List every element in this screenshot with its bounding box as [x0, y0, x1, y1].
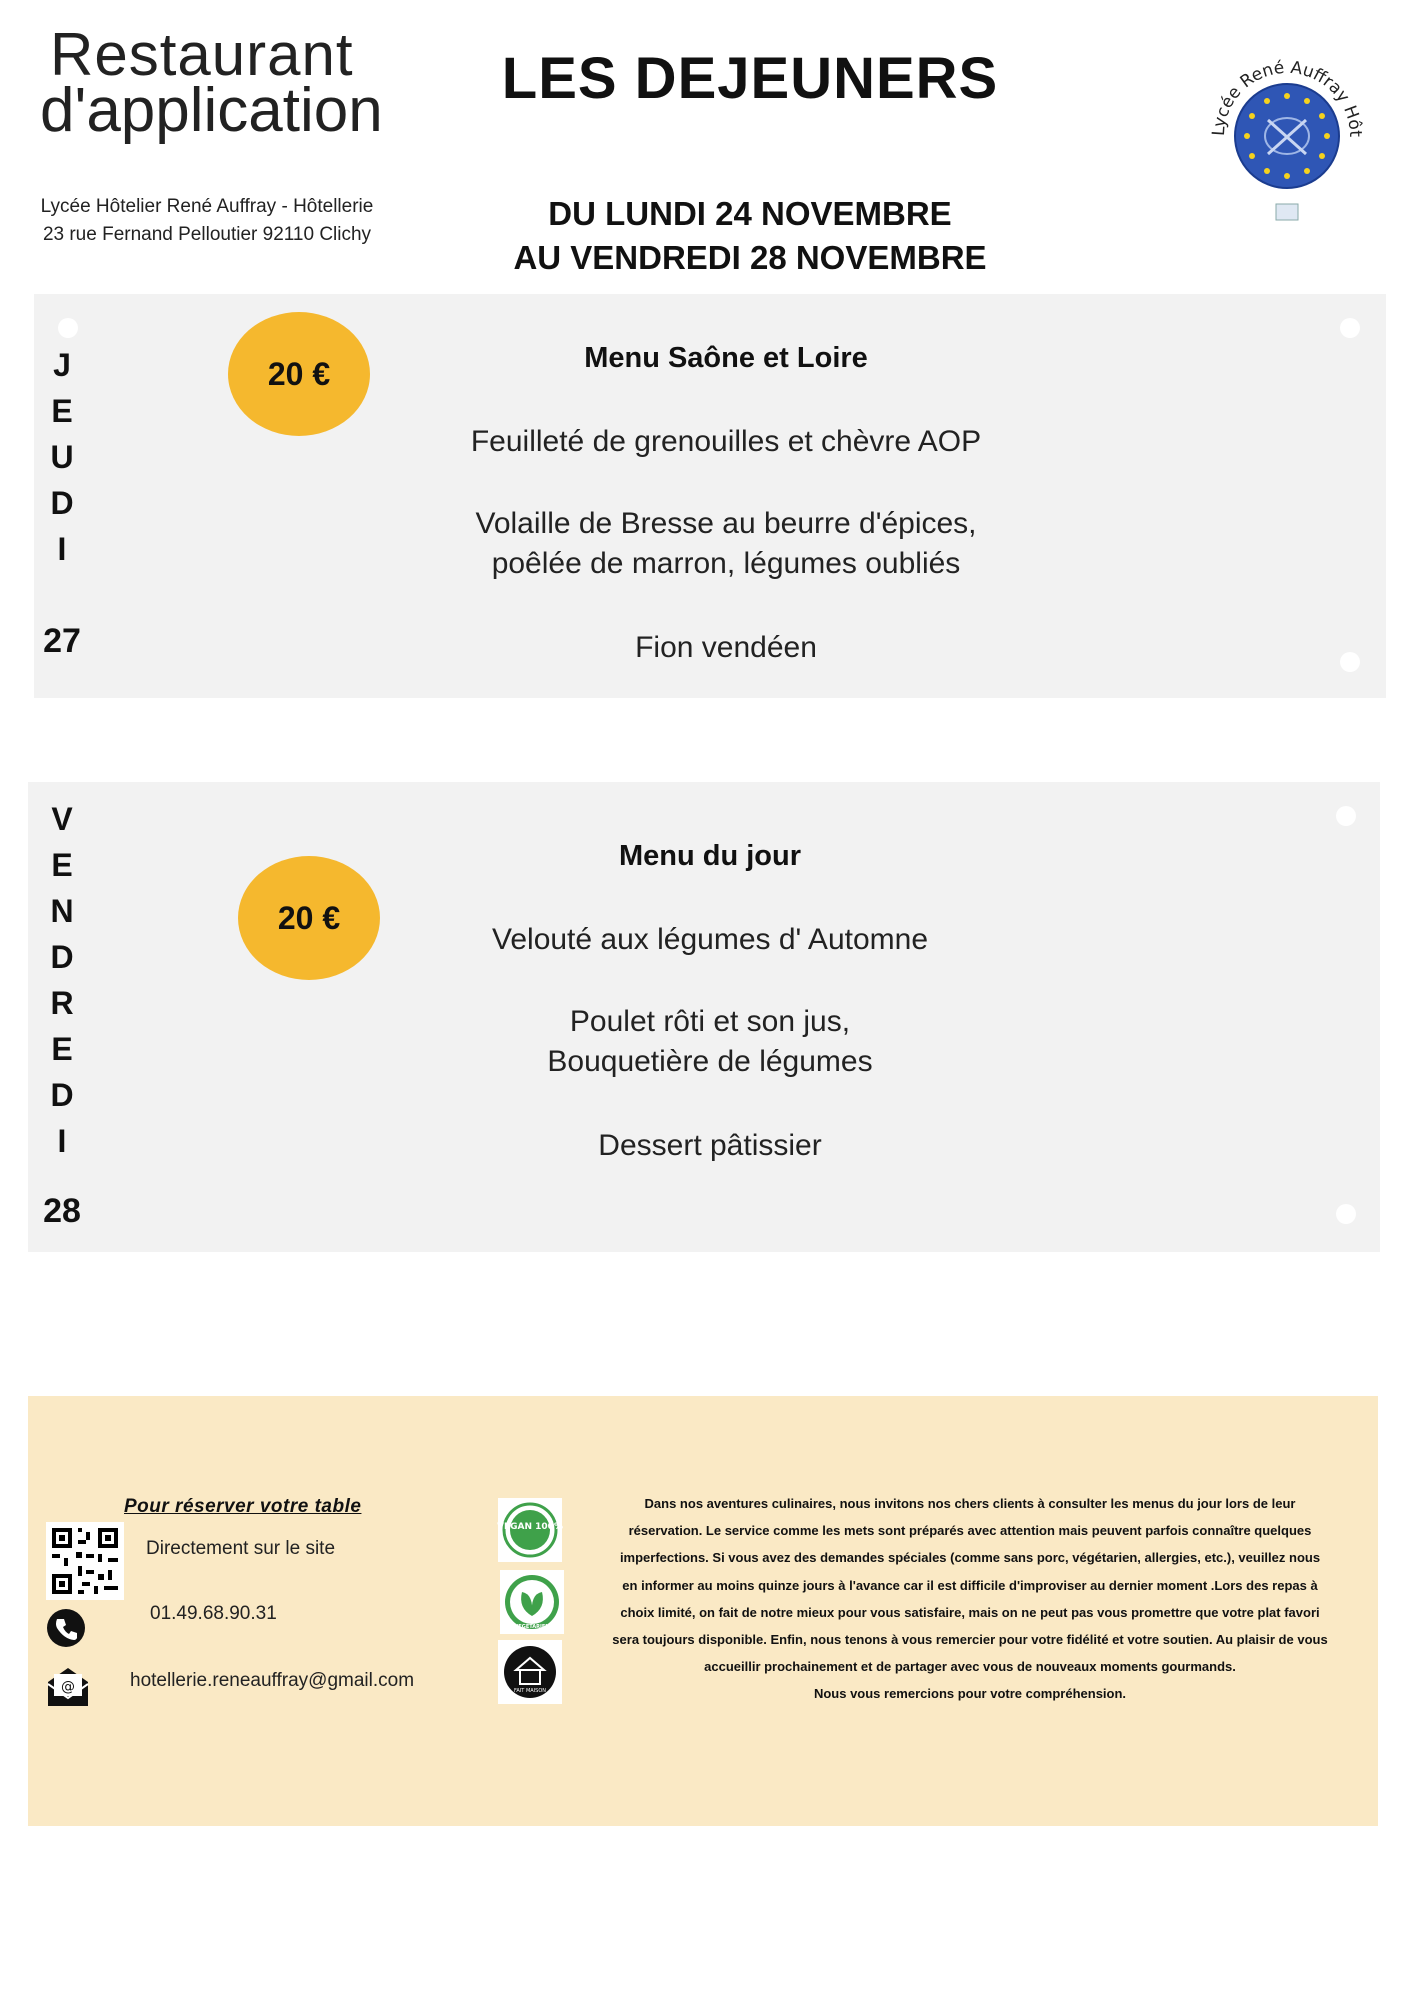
- customer-notice: [580, 1490, 1360, 1708]
- notice-line: réservation. Le service comme les mets sont préparés avec attention mais peuvent parfois connaître quelques: [628, 1523, 1312, 1539]
- panel-dot: [1340, 652, 1360, 672]
- day-letter: E: [51, 1031, 73, 1067]
- vegetarian-badge: [500, 1570, 564, 1634]
- logo-arc-text: Lycée René Auffray Hôt: [1208, 57, 1366, 138]
- badge-label: VEGETARIEN: [514, 1624, 550, 1630]
- day-letter: D: [50, 1077, 74, 1113]
- day-letter: U: [50, 439, 74, 475]
- qr-code-icon[interactable]: [46, 1522, 124, 1600]
- day-letter: E: [51, 393, 73, 429]
- day-letter: J: [53, 347, 71, 383]
- menu-main-line2: poêlée de marron, légumes oubliés: [491, 547, 961, 580]
- brand-line-application: d'application: [40, 76, 383, 145]
- menu-main-line1: Poulet rôti et son jus,: [569, 1005, 851, 1038]
- school-seal-icon: [1196, 24, 1378, 224]
- menu-main-line2: Bouquetière de légumes: [547, 1045, 873, 1078]
- school-logo: [1196, 24, 1378, 224]
- day-number: 28: [43, 1192, 81, 1230]
- notice-line: Nous vous remercions pour votre compréhension.: [813, 1686, 1127, 1702]
- menu-dessert: Dessert pâtissier: [598, 1129, 822, 1162]
- menu-dessert: Fion vendéen: [635, 631, 817, 664]
- day-letter: D: [50, 939, 74, 975]
- notice-line: imperfections. Si vous avez des demandes spéciales (comme sans porc, végétarien, allergies, etc.), veuillez nous: [619, 1550, 1321, 1566]
- day-letter: E: [51, 847, 73, 883]
- price-badge: 20 €: [238, 856, 380, 980]
- panel-dot: [1336, 806, 1356, 826]
- menu-title: Menu du jour: [618, 840, 802, 872]
- day-number: 27: [43, 622, 81, 660]
- brand-line-restaurant: Restaurant: [50, 21, 354, 88]
- menu-starter: Feuilleté de grenouilles et chèvre AOP: [470, 425, 982, 458]
- notice-line: Dans nos aventures culinaires, nous invitons nos chers clients à consulter les menus du jour lors de leur: [644, 1496, 1296, 1511]
- phone-icon: [46, 1608, 86, 1648]
- leaf-icon: [502, 1572, 562, 1632]
- badge-label: VEGAN 100%: [497, 1522, 563, 1532]
- dates-line-end: AU VENDREDI 28 NOVEMBRE: [513, 239, 987, 276]
- page-title: LES DEJEUNERS: [501, 46, 999, 111]
- day-letter: D: [50, 485, 74, 521]
- menu-main-line1: Volaille de Bresse au beurre d'épices,: [475, 507, 977, 540]
- day-letter: I: [57, 531, 67, 567]
- address-line-street: 23 rue Fernand Pelloutier 92110 Clichy: [42, 224, 372, 245]
- notice-line: accueillir prochainement et de partager avec vous de nouveaux moments gourmands.: [704, 1659, 1236, 1675]
- menu-title: Menu Saône et Loire: [584, 342, 868, 374]
- day-letter: V: [51, 801, 73, 837]
- notice-line: sera toujours disponible. Enfin, nous tenons à vous remercier pour votre fidélité et votre soutien. Au plaisir de vous: [612, 1632, 1328, 1648]
- day-name-vertical: [30, 796, 94, 1164]
- vegan-icon: [497, 1502, 563, 1558]
- email-address[interactable]: hotellerie.reneauffray@gmail.com: [130, 1670, 415, 1691]
- email-icon: [46, 1664, 90, 1708]
- day-name-vertical: [30, 342, 94, 572]
- reserve-title: Pour réserver votre table: [124, 1496, 362, 1517]
- homemade-icon: [502, 1644, 558, 1700]
- day-letter: R: [50, 985, 74, 1021]
- panel-dot: [1340, 318, 1360, 338]
- day-letter: I: [57, 1123, 67, 1159]
- vegan-badge: [498, 1498, 562, 1562]
- badge-label: FAIT MAISON: [513, 1688, 547, 1694]
- panel-dot: [58, 318, 78, 338]
- address-line-school: Lycée Hôtelier René Auffray - Hôtellerie: [40, 196, 374, 217]
- price-badge: 20 €: [228, 312, 370, 436]
- day-letter: N: [50, 893, 74, 929]
- svg-text:@: @: [61, 1679, 75, 1695]
- reserve-site-text[interactable]: Directement sur le site: [146, 1538, 336, 1559]
- notice-line: choix limité, on fait de notre mieux pour vous satisfaire, mais on ne peut pas vous promettre que votre plat favori: [620, 1604, 1320, 1620]
- homemade-badge: [498, 1640, 562, 1704]
- dates-line-start: DU LUNDI 24 NOVEMBRE: [548, 195, 952, 232]
- panel-dot: [1336, 1204, 1356, 1224]
- notice-line: en informer au moins quinze jours à l'avance car il est difficile d'improviser au dernier moment .Lors des repas à: [622, 1577, 1318, 1593]
- phone-number[interactable]: 01.49.68.90.31: [150, 1603, 277, 1624]
- menu-starter: Velouté aux légumes d' Automne: [491, 923, 929, 956]
